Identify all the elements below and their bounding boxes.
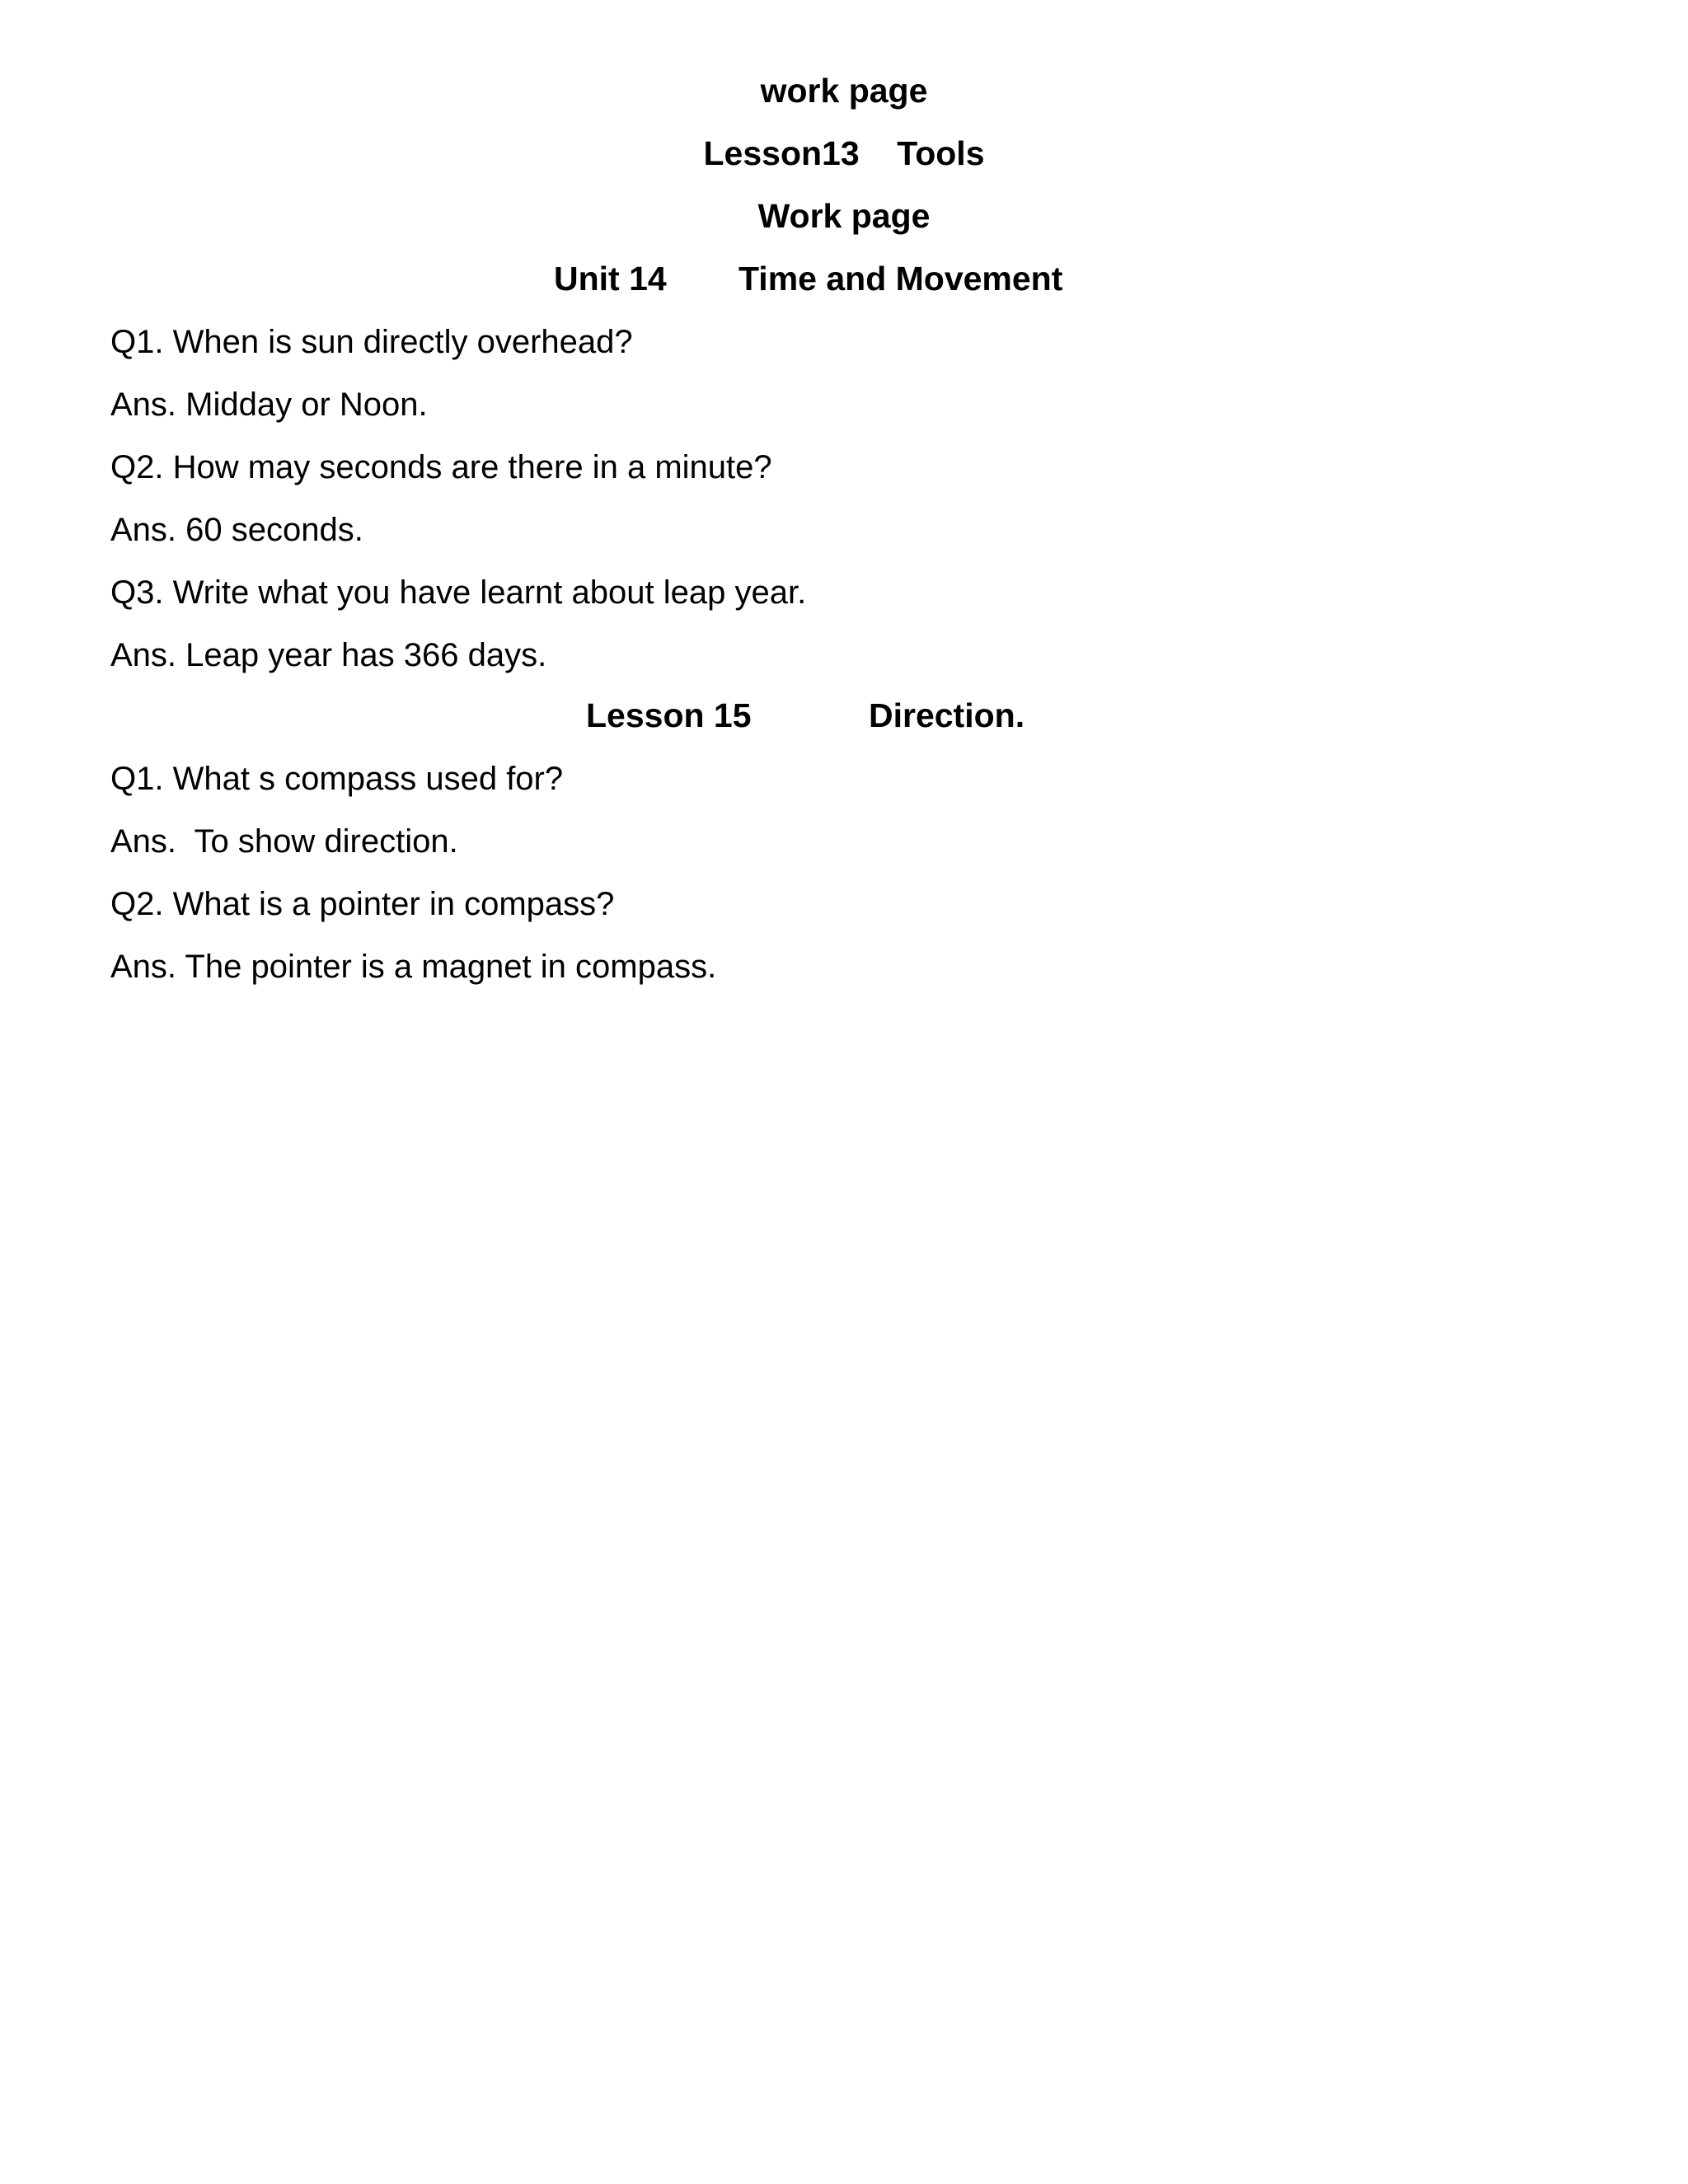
lesson15-q1: Q1. What s compass used for?: [110, 761, 564, 797]
unit14-title: Time and Movement: [738, 260, 1063, 298]
work-page-heading: work page: [760, 72, 928, 110]
unit14-number: Unit 14: [554, 260, 667, 298]
unit14-q3: Q3. Write what you have learnt about leap year.: [110, 574, 807, 611]
unit14-a1: Ans. Midday or Noon.: [110, 387, 428, 423]
unit14-a3: Ans. Leap year has 366 days.: [110, 637, 547, 673]
unit14-a2: Ans. 60 seconds.: [110, 512, 363, 548]
unit14-q2: Q2. How may seconds are there in a minute?: [110, 449, 772, 485]
unit14-q1: Q1. When is sun directly overhead?: [110, 324, 633, 360]
work-page-heading-2: Work page: [757, 197, 931, 235]
lesson15-a2: Ans. The pointer is a magnet in compass.: [110, 949, 717, 985]
lesson15-number: Lesson 15: [586, 696, 752, 734]
lesson15-q2: Q2. What is a pointer in compass?: [110, 886, 615, 922]
lesson15-a1: Ans. To show direction.: [110, 823, 458, 860]
lesson15-title: Direction.: [869, 696, 1025, 734]
lesson13-heading: Lesson13 Tools: [703, 134, 985, 172]
